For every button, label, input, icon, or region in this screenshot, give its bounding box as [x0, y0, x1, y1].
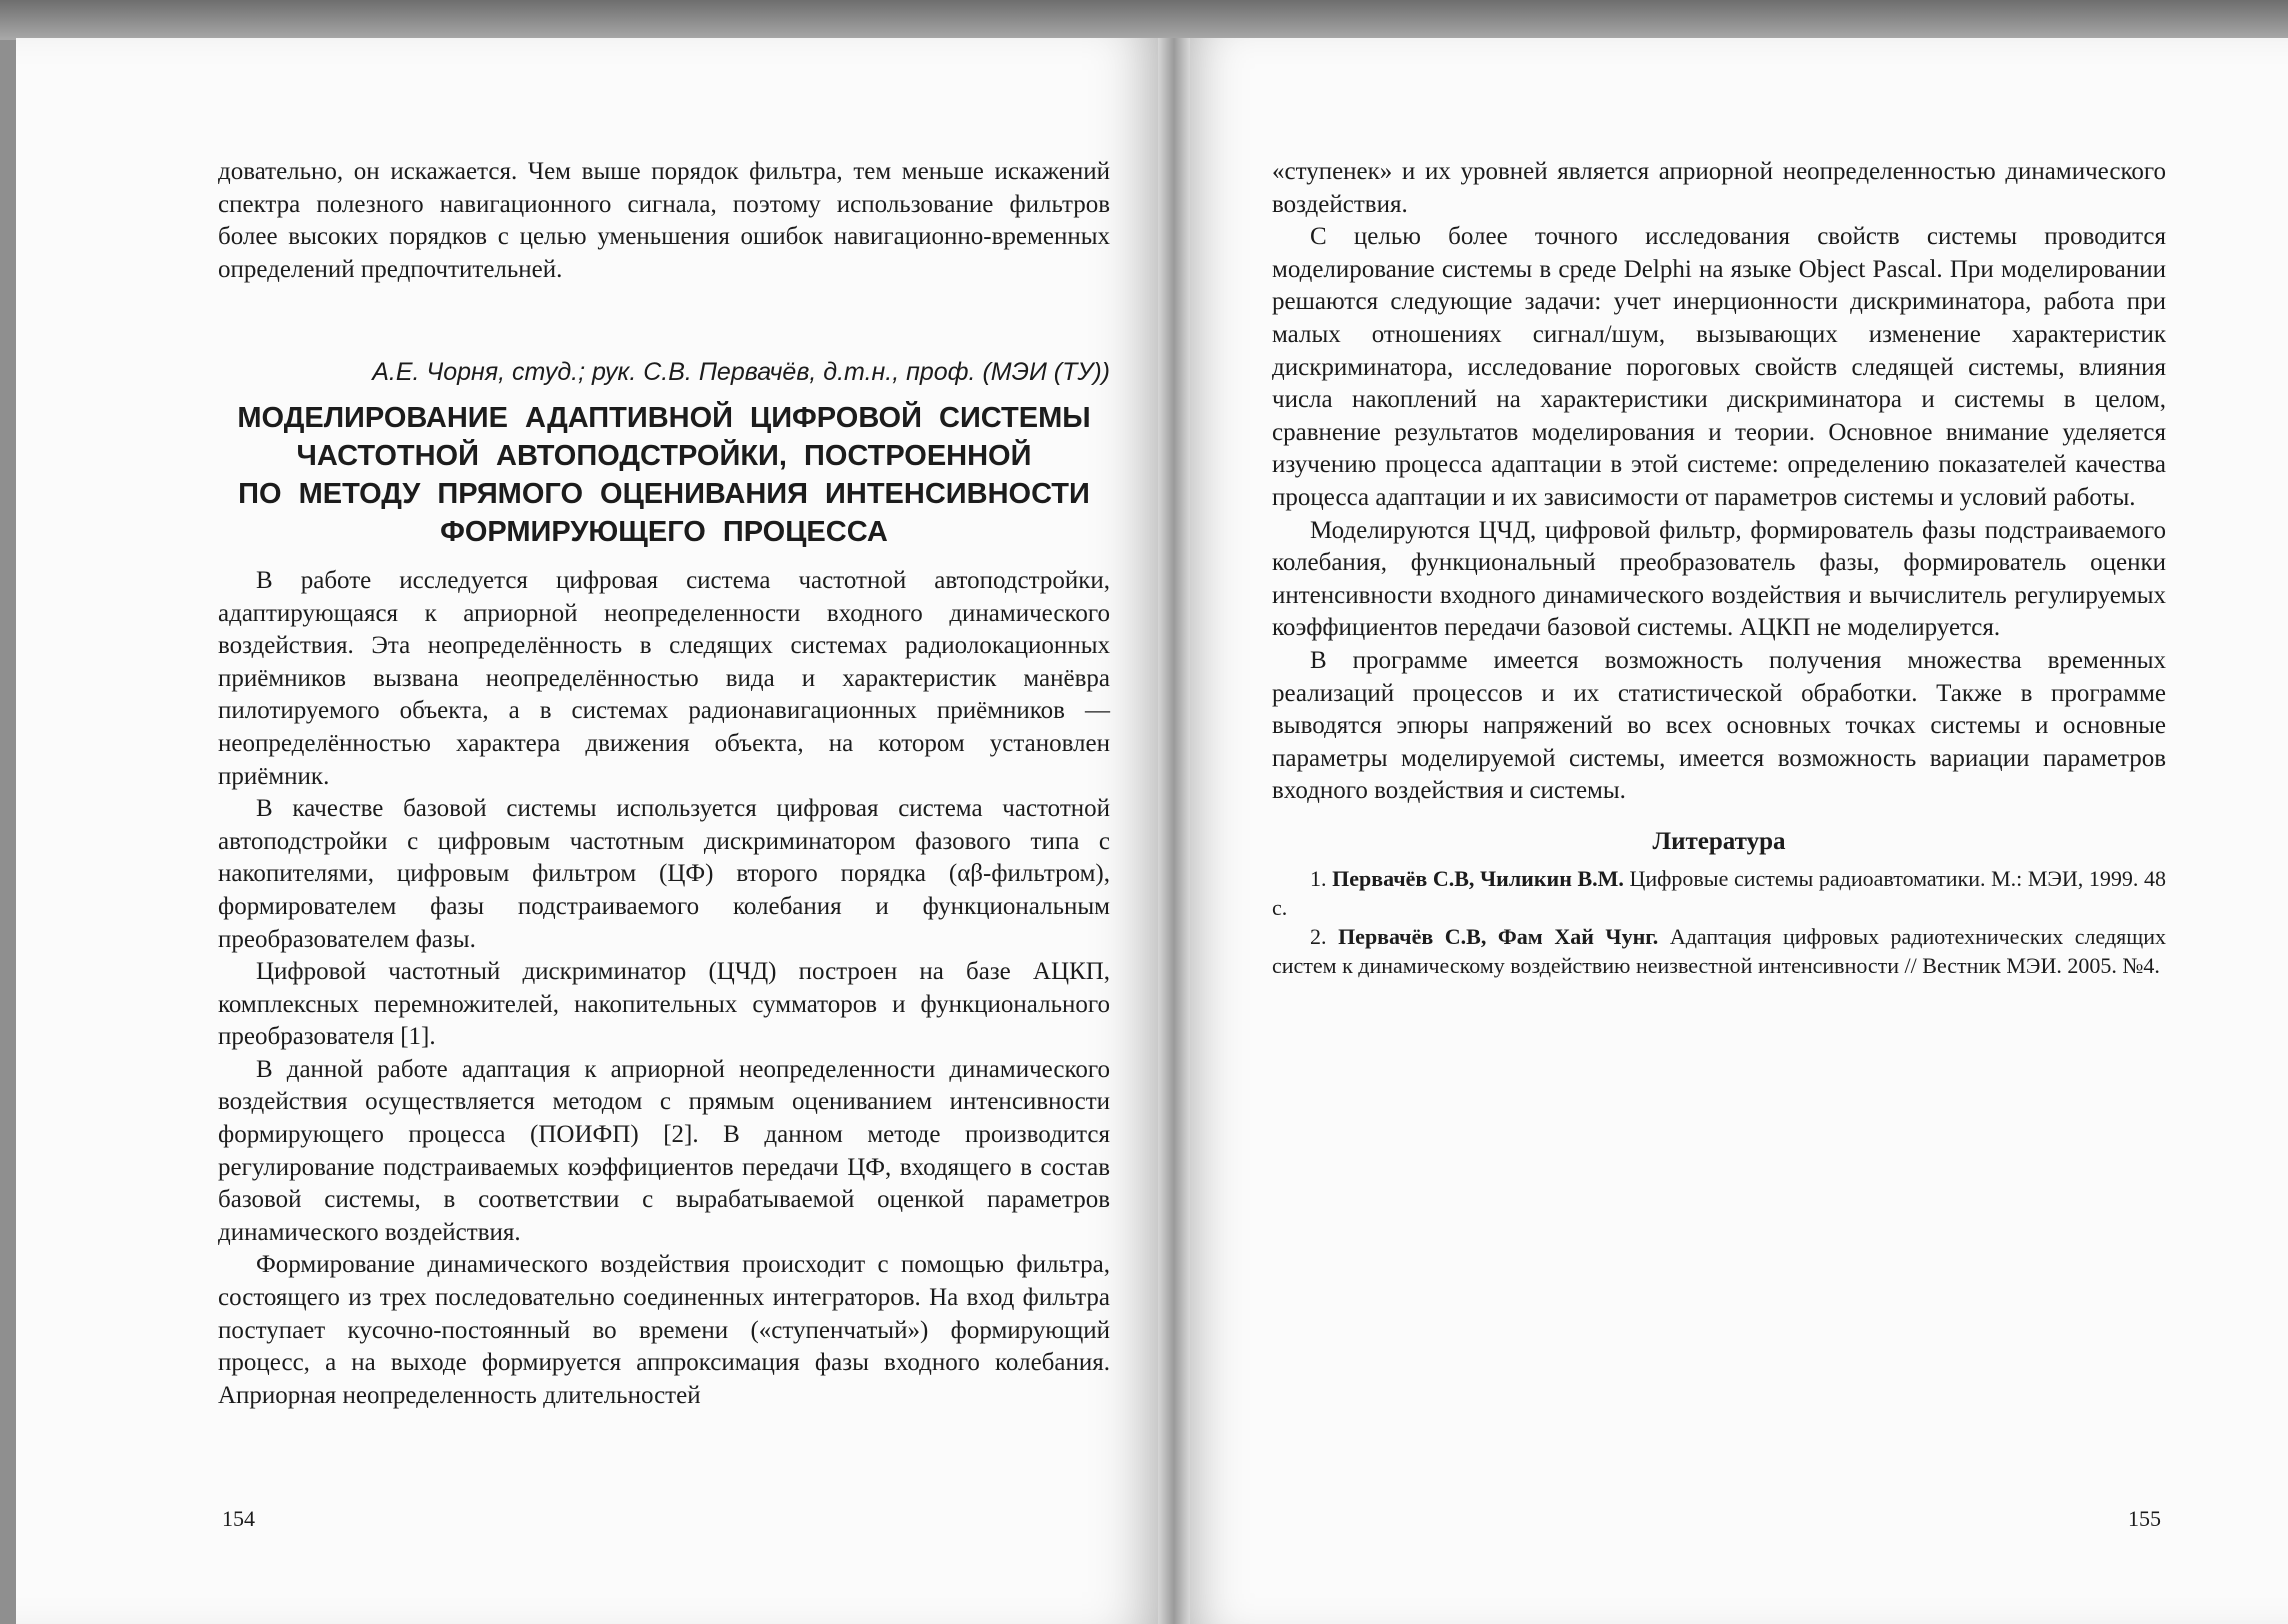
- reference-number: 2.: [1310, 924, 1327, 950]
- body-paragraph: Формирование динамического воздействия происходит с помощью фильтра, состоящего из трех последовательно соединенных интеграторов. На вход фильтра поступает кусочно-постоянный во времени («ступенчатый») формирующий процесс, а на выходе формируется аппроксимация фазы входного колебания. Априорная неопределенность длительностей: [218, 1251, 1110, 1409]
- right-column: [1272, 156, 2166, 980]
- page-number-right: 155: [2128, 1506, 2161, 1531]
- page-number-left: 154: [222, 1506, 255, 1531]
- article-title: [218, 399, 1110, 551]
- title-line: МОДЕЛИРОВАНИЕ АДАПТИВНОЙ ЦИФРОВОЙ СИСТЕМЫ: [237, 401, 1091, 434]
- body-paragraph: В данной работе адаптация к априорной неопределенности динамического воздействия осуществляется методом с прямым оцениванием интенсивности формирующего процесса (ПОИФП) [2]. В данном методе производится регулирование подстраиваемых коэффициентов передачи ЦФ, входящего в состав базовой системы, в соответствии с вырабатываемой оценкой параметров динамического воздействия.: [218, 1055, 1110, 1246]
- body-paragraph: Моделируются ЦЧД, цифровой фильтр, формирователь фазы подстраиваемого колебания, функциональный преобразователь фазы, формирователь оценки интенсивности входного динамического воздействия и вычислитель регулируемых коэффициентов передачи базовой системы. АЦКП не моделируется.: [1272, 516, 2166, 642]
- reference-item: [1272, 864, 2166, 922]
- book-gutter: [1158, 38, 1190, 1624]
- body-paragraph: В работе исследуется цифровая система частотной автоподстройки, адаптирующаяся к априорной неопределенности входного динамического воздействия. Эта неопределённость в следящих системах радиолокационных приёмников вызвана неопределённостью вида и характеристик манёвра пилотируемого объекта, а в системах радионавигационных приёмников — неопределённостью характера движения объекта, на котором установлен приёмник.: [218, 566, 1110, 790]
- title-line: ЧАСТОТНОЙ АВТОПОДСТРОЙКИ, ПОСТРОЕННОЙ: [296, 439, 1032, 472]
- reference-number: 1.: [1310, 866, 1327, 892]
- body-paragraph: В программе имеется возможность получения множества временных реализаций процессов и их статистической обработки. Также в программе выводятся эпюры напряжений во всех основных точках системы и основные параметры моделируемой системы, имеется возможность вариации параметров входного воздействия и системы.: [1272, 646, 2166, 805]
- literature-heading: Литература: [1652, 827, 1786, 855]
- body-paragraph: Цифровой частотный дискриминатор (ЦЧД) построен на базе АЦКП, комплексных перемножителей, накопительных сумматоров и функционального преобразователя [1].: [218, 958, 1110, 1051]
- title-line: ФОРМИРУЮЩЕГО ПРОЦЕССА: [440, 515, 888, 548]
- title-line: ПО МЕТОДУ ПРЯМОГО ОЦЕНИВАНИЯ ИНТЕНСИВНОСТИ: [238, 477, 1090, 510]
- left-column: [218, 156, 1110, 1412]
- continued-paragraph: довательно, он искажается. Чем выше порядок фильтра, тем меньше искажений спектра полезного навигационного сигнала, поэтому использование фильтров более высоких порядков с целью уменьшения ошибок навигационно-временных определений предпочтительней.: [218, 158, 1110, 283]
- continued-paragraph: «ступенек» и их уровней является априорной неопределенностью динамического воздействия.: [1272, 158, 2166, 218]
- reference-item: [1272, 922, 2166, 980]
- body-paragraph: С целью более точного исследования свойств системы проводится моделирование системы в среде Delphi на языке Object Pascal. При моделировании решаются следующие задачи: учет инерционности дискриминатора, работа при малых отношениях сигнал/шум, вызывающих изменение характеристик дискриминатора, исследование пороговых свойств следящей системы, влияния числа накоплений на характеристики дискриминатора и системы в целом, сравнение результатов моделирования и теории. Основное внимание уделяется изучению процесса адаптации в этой системе: определению показателей качества процесса адаптации и их зависимости от параметров системы и условий работы.: [1272, 223, 2166, 511]
- scan-background: [0, 0, 2288, 40]
- reference-text: Адаптация цифровых радиотехнических следящих систем к динамическому воздействию неизвестной интенсивности // Вестник МЭИ. 2005. №4.: [1272, 924, 2167, 979]
- reference-authors: Первачёв С.В, Чиликин В.М.: [1332, 866, 1624, 892]
- body-paragraph: В качестве базовой системы используется цифровая система частотной автоподстройки с цифровым частотным дискриминатором фазового типа с накопителями, цифровым фильтром (ЦФ) второго порядка (αβ-фильтром), формирователем фазы подстраиваемого колебания и функциональным преобразователем фазы.: [218, 795, 1110, 953]
- reference-text: Цифровые системы радиоавтоматики. М.: МЭИ, 1999. 48 с.: [1272, 866, 2166, 921]
- article-authors: А.Е. Чорня, студ.; рук. С.В. Первачёв, д.т.н., проф. (МЭИ (ТУ)): [372, 358, 1110, 387]
- reference-authors: Первачёв С.В, Фам Хай Чунг.: [1338, 924, 1659, 950]
